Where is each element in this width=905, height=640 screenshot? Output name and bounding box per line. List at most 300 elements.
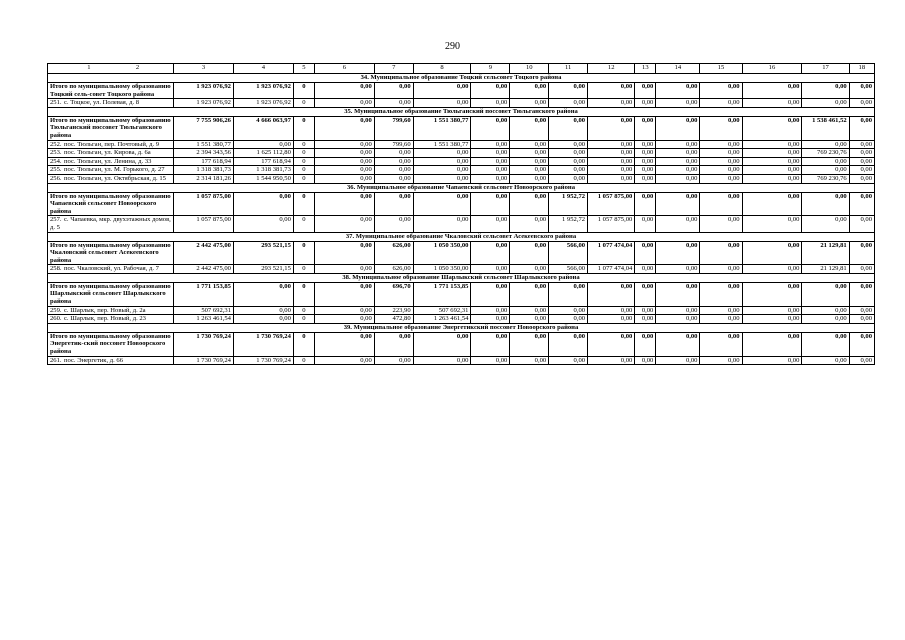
value-cell: 2 314 181,26: [174, 174, 234, 183]
value-cell: 1 730 769,24: [174, 332, 234, 356]
value-cell: 0,00: [700, 265, 742, 274]
value-cell: 0,00: [656, 149, 700, 158]
value-cell: 1 923 076,92: [233, 83, 293, 99]
value-cell: 0,00: [635, 356, 656, 365]
value-cell: 0: [293, 149, 314, 158]
value-cell: 0,00: [849, 216, 874, 232]
value-cell: 0,00: [849, 282, 874, 306]
total-row: [48, 192, 875, 216]
value-cell: 0,00: [849, 149, 874, 158]
value-cell: 1 318 381,73: [233, 166, 293, 175]
value-cell: 0,00: [742, 166, 802, 175]
section-header: [48, 74, 875, 83]
value-cell: 0,00: [374, 332, 413, 356]
value-cell: 0,00: [700, 216, 742, 232]
value-cell: 1 923 076,92: [174, 83, 234, 99]
value-cell: 0,00: [802, 157, 849, 166]
table-row: [48, 216, 875, 232]
value-cell: 1 057 875,00: [174, 216, 234, 232]
value-cell: 0,00: [742, 216, 802, 232]
value-cell: 0,00: [700, 356, 742, 365]
value-cell: 0,00: [635, 332, 656, 356]
value-cell: 0,00: [635, 241, 656, 265]
address-text: пос. Чкаловский, ул. Рабочая, д. 7: [64, 265, 159, 273]
value-cell: 0,00: [233, 216, 293, 232]
value-cell: 0,00: [471, 216, 510, 232]
value-cell: 0,00: [314, 192, 374, 216]
value-cell: 0,00: [374, 149, 413, 158]
value-cell: 0,00: [314, 332, 374, 356]
value-cell: 566,00: [549, 265, 588, 274]
total-label: Итого по муниципальному образованию Тюльганский поссовет Тюльганского района: [48, 116, 174, 140]
value-cell: 0,00: [635, 282, 656, 306]
value-cell: 0,00: [742, 241, 802, 265]
table-row: [48, 99, 875, 108]
address-text: с. Тоцкое, ул. Полевая, д. 8: [64, 99, 140, 107]
address-text: пос. Тюльган, пер. Почтовый, д. 9: [64, 140, 160, 148]
value-cell: 0: [293, 174, 314, 183]
total-row: [48, 332, 875, 356]
address-cell: [48, 306, 174, 315]
value-cell: 0,00: [656, 166, 700, 175]
value-cell: 0,00: [742, 83, 802, 99]
value-cell: 1 771 153,85: [174, 282, 234, 306]
value-cell: 0,00: [314, 157, 374, 166]
value-cell: 0,00: [374, 83, 413, 99]
value-cell: 0,00: [802, 140, 849, 149]
value-cell: 0,00: [742, 356, 802, 365]
total-row: [48, 241, 875, 265]
value-cell: 0,00: [314, 282, 374, 306]
value-cell: 0,00: [700, 174, 742, 183]
address-text: пос. Тюльган, ул. М. Горького, д. 27: [64, 166, 165, 174]
value-cell: 1 263 461,54: [174, 315, 234, 324]
value-cell: 0,00: [471, 332, 510, 356]
value-cell: 0,00: [588, 282, 635, 306]
value-cell: 0,00: [314, 265, 374, 274]
section-title: 38. Муниципальное образование Шарлыкский сельсовет Шарлыкского района: [48, 273, 875, 282]
value-cell: 769 230,76: [802, 149, 849, 158]
value-cell: 0,00: [656, 83, 700, 99]
value-cell: 1 923 076,92: [174, 99, 234, 108]
value-cell: 0,00: [802, 306, 849, 315]
value-cell: 0,00: [742, 315, 802, 324]
address-cell: [48, 174, 174, 183]
value-cell: 0,00: [588, 306, 635, 315]
value-cell: 0,00: [635, 157, 656, 166]
value-cell: 0,00: [849, 174, 874, 183]
value-cell: 2 442 475,00: [174, 265, 234, 274]
value-cell: 0,00: [374, 99, 413, 108]
value-cell: 0,00: [588, 99, 635, 108]
value-cell: 0,00: [549, 332, 588, 356]
value-cell: 0,00: [471, 166, 510, 175]
address-text: пос. Тюльган, ул. Ленина, д. 33: [64, 157, 152, 165]
value-cell: 0,00: [314, 99, 374, 108]
value-cell: 0,00: [314, 306, 374, 315]
value-cell: 0,00: [471, 83, 510, 99]
value-cell: 0,00: [549, 282, 588, 306]
value-cell: 0,00: [549, 174, 588, 183]
header-cell: [48, 64, 174, 74]
value-cell: 0,00: [802, 99, 849, 108]
value-cell: 566,00: [549, 241, 588, 265]
value-cell: 293 521,15: [233, 265, 293, 274]
value-cell: 1 551 380,77: [413, 140, 471, 149]
value-cell: 0,00: [510, 356, 549, 365]
address-cell: [48, 99, 174, 108]
value-cell: 0,00: [700, 99, 742, 108]
value-cell: 0,00: [549, 116, 588, 140]
header-cell: 13: [635, 64, 656, 74]
value-cell: 0,00: [510, 241, 549, 265]
value-cell: 0,00: [233, 140, 293, 149]
value-cell: 0: [293, 140, 314, 149]
row-number: 255.: [50, 166, 62, 174]
value-cell: 0: [293, 216, 314, 232]
value-cell: 0,00: [700, 149, 742, 158]
row-number: 253.: [50, 149, 62, 157]
table-row: [48, 149, 875, 158]
value-cell: 0,00: [510, 315, 549, 324]
value-cell: 0,00: [849, 306, 874, 315]
value-cell: 0,00: [635, 192, 656, 216]
value-cell: 507 692,31: [174, 306, 234, 315]
value-cell: 0: [293, 157, 314, 166]
table-row: [48, 306, 875, 315]
total-row: [48, 83, 875, 99]
value-cell: 0,00: [742, 192, 802, 216]
value-cell: 0,00: [656, 306, 700, 315]
value-cell: 0,00: [413, 216, 471, 232]
value-cell: 0,00: [635, 140, 656, 149]
header-cell: 4: [233, 64, 293, 74]
value-cell: 0,00: [510, 282, 549, 306]
value-cell: 0: [293, 265, 314, 274]
value-cell: 0,00: [510, 157, 549, 166]
section-header: [48, 273, 875, 282]
value-cell: 0,00: [413, 356, 471, 365]
address-cell: [48, 265, 174, 274]
value-cell: 293 521,15: [233, 241, 293, 265]
value-cell: 799,60: [374, 116, 413, 140]
value-cell: 0,00: [413, 174, 471, 183]
address-text: с. Чапаевка, мкр. двухэтажных домов, д. 5: [50, 216, 171, 231]
value-cell: 0,00: [314, 241, 374, 265]
value-cell: 0,00: [635, 315, 656, 324]
value-cell: 0,00: [635, 99, 656, 108]
value-cell: 507 692,31: [413, 306, 471, 315]
value-cell: 0,00: [656, 99, 700, 108]
table-row: [48, 356, 875, 365]
value-cell: 0,00: [635, 306, 656, 315]
value-cell: 0,00: [635, 216, 656, 232]
value-cell: 0,00: [588, 116, 635, 140]
table-row: [48, 157, 875, 166]
value-cell: 0,00: [635, 83, 656, 99]
total-label: Итого по муниципальному образованию Тоцкий сель-совет Тоцкого района: [48, 83, 174, 99]
value-cell: 21 129,81: [802, 265, 849, 274]
value-cell: 0,00: [510, 216, 549, 232]
value-cell: 0: [293, 282, 314, 306]
total-label: Итого по муниципальному образованию Чкаловский сельсовет Асекеевского района: [48, 241, 174, 265]
value-cell: 1 050 350,00: [413, 241, 471, 265]
section-title: 35. Муниципальное образование Тюльганский поссовет Тюльганского района: [48, 107, 875, 116]
value-cell: 0,00: [700, 192, 742, 216]
row-number: 260.: [50, 315, 62, 323]
value-cell: 0,00: [700, 332, 742, 356]
address-cell: [48, 166, 174, 175]
value-cell: 0,00: [700, 83, 742, 99]
value-cell: 0,00: [233, 282, 293, 306]
value-cell: 0,00: [588, 315, 635, 324]
value-cell: 0,00: [510, 174, 549, 183]
address-text: пос. Энергетик, д. 66: [64, 356, 124, 364]
value-cell: 0,00: [849, 315, 874, 324]
value-cell: 21 129,81: [802, 241, 849, 265]
header-row: [48, 64, 875, 74]
value-cell: 0,00: [413, 166, 471, 175]
value-cell: 0,00: [700, 315, 742, 324]
value-cell: 0,00: [635, 265, 656, 274]
section-header: [48, 232, 875, 241]
value-cell: 0: [293, 306, 314, 315]
value-cell: 0,00: [314, 356, 374, 365]
value-cell: 0,00: [656, 265, 700, 274]
value-cell: 0,00: [802, 282, 849, 306]
value-cell: 0,00: [742, 157, 802, 166]
header-cell: 8: [413, 64, 471, 74]
value-cell: 0,00: [742, 174, 802, 183]
value-cell: 0,00: [742, 332, 802, 356]
value-cell: 0,00: [656, 315, 700, 324]
value-cell: 0,00: [802, 216, 849, 232]
value-cell: 0,00: [656, 241, 700, 265]
value-cell: 0,00: [656, 174, 700, 183]
row-number: 254.: [50, 157, 62, 165]
value-cell: 0,00: [471, 140, 510, 149]
value-cell: 7 755 906,26: [174, 116, 234, 140]
row-number: 261.: [50, 356, 62, 364]
report-table: [47, 63, 875, 365]
value-cell: 1 730 769,24: [233, 332, 293, 356]
value-cell: 0,00: [413, 83, 471, 99]
value-cell: 0,00: [471, 116, 510, 140]
value-cell: 0,00: [549, 356, 588, 365]
value-cell: 0,00: [802, 356, 849, 365]
value-cell: 0,00: [549, 157, 588, 166]
value-cell: 0,00: [635, 116, 656, 140]
value-cell: 1 923 076,92: [233, 99, 293, 108]
value-cell: 799,60: [374, 140, 413, 149]
value-cell: 0,00: [233, 315, 293, 324]
value-cell: 1 730 769,24: [174, 356, 234, 365]
value-cell: 0,00: [413, 157, 471, 166]
value-cell: 0,00: [471, 174, 510, 183]
value-cell: 0,00: [471, 306, 510, 315]
value-cell: 0,00: [700, 241, 742, 265]
value-cell: 696,70: [374, 282, 413, 306]
value-cell: 223,90: [374, 306, 413, 315]
value-cell: 0,00: [510, 306, 549, 315]
value-cell: 0,00: [471, 192, 510, 216]
value-cell: 0,00: [849, 166, 874, 175]
value-cell: 1 318 381,73: [174, 166, 234, 175]
value-cell: 1 771 153,85: [413, 282, 471, 306]
address-text: с. Шарлык, пер. Новый, д. 23: [64, 315, 146, 323]
value-cell: 0,00: [849, 116, 874, 140]
address-text: пос. Тюльган, ул. Кирова, д. 6а: [64, 149, 151, 157]
value-cell: 0,00: [510, 166, 549, 175]
address-cell: [48, 356, 174, 365]
value-cell: 0,00: [656, 116, 700, 140]
value-cell: 0,00: [656, 140, 700, 149]
value-cell: 0,00: [510, 192, 549, 216]
value-cell: 0: [293, 166, 314, 175]
header-col-1: 1: [87, 64, 91, 71]
address-cell: [48, 315, 174, 324]
value-cell: 0,00: [849, 83, 874, 99]
address-cell: [48, 157, 174, 166]
value-cell: 0,00: [314, 83, 374, 99]
value-cell: 0,00: [549, 140, 588, 149]
header-col-2: 2: [135, 64, 140, 71]
value-cell: 1 625 112,80: [233, 149, 293, 158]
value-cell: 0,00: [233, 306, 293, 315]
value-cell: 0,00: [588, 174, 635, 183]
address-text: пос. Тюльган, ул. Октябрьская, д. 15: [64, 174, 166, 182]
value-cell: 1 057 875,00: [588, 216, 635, 232]
value-cell: 0,00: [233, 192, 293, 216]
value-cell: 0,00: [413, 99, 471, 108]
value-cell: 1 730 769,24: [233, 356, 293, 365]
value-cell: 0,00: [510, 83, 549, 99]
value-cell: 0,00: [471, 241, 510, 265]
address-cell: [48, 216, 174, 232]
total-row: [48, 282, 875, 306]
value-cell: 0,00: [700, 282, 742, 306]
value-cell: 0,00: [471, 315, 510, 324]
header-cell: 3: [174, 64, 234, 74]
value-cell: 0,00: [742, 265, 802, 274]
table-row: [48, 315, 875, 324]
value-cell: 0,00: [588, 166, 635, 175]
header-cell: 15: [700, 64, 742, 74]
value-cell: 0,00: [588, 149, 635, 158]
value-cell: 0: [293, 241, 314, 265]
value-cell: 0,00: [549, 306, 588, 315]
header-cell: 7: [374, 64, 413, 74]
value-cell: 0,00: [510, 265, 549, 274]
value-cell: 1 077 474,04: [588, 265, 635, 274]
value-cell: 0,00: [742, 99, 802, 108]
value-cell: 0,00: [471, 356, 510, 365]
section-title: 37. Муниципальное образование Чкаловский сельсовет Асекеевского района: [48, 232, 875, 241]
value-cell: 0,00: [656, 356, 700, 365]
value-cell: 0,00: [849, 99, 874, 108]
value-cell: 0,00: [549, 166, 588, 175]
value-cell: 0,00: [413, 149, 471, 158]
value-cell: 0,00: [849, 265, 874, 274]
value-cell: 0,00: [588, 332, 635, 356]
value-cell: 177 618,94: [233, 157, 293, 166]
value-cell: 0,00: [549, 149, 588, 158]
value-cell: 4 666 063,97: [233, 116, 293, 140]
value-cell: 0,00: [742, 116, 802, 140]
value-cell: 0: [293, 83, 314, 99]
header-cell: 10: [510, 64, 549, 74]
header-cell: 12: [588, 64, 635, 74]
value-cell: 0,00: [510, 140, 549, 149]
value-cell: 0,00: [374, 166, 413, 175]
table-row: [48, 174, 875, 183]
header-cell: 9: [471, 64, 510, 74]
value-cell: 0,00: [742, 140, 802, 149]
value-cell: 0,00: [635, 149, 656, 158]
value-cell: 1 551 380,77: [174, 140, 234, 149]
value-cell: 1 551 380,77: [413, 116, 471, 140]
value-cell: 0,00: [374, 174, 413, 183]
total-label: Итого по муниципальному образованию Энергетик-ский поссовет Новоорского района: [48, 332, 174, 356]
value-cell: 0,00: [700, 140, 742, 149]
value-cell: 0,00: [374, 356, 413, 365]
value-cell: 1 057 875,00: [588, 192, 635, 216]
value-cell: 0,00: [549, 83, 588, 99]
value-cell: 1 952,72: [549, 192, 588, 216]
section-header: [48, 183, 875, 192]
value-cell: 0,00: [588, 83, 635, 99]
address-cell: [48, 149, 174, 158]
value-cell: 0,00: [471, 149, 510, 158]
value-cell: 0,00: [849, 140, 874, 149]
value-cell: 0,00: [849, 241, 874, 265]
table-body: [48, 64, 875, 365]
value-cell: 0,00: [849, 157, 874, 166]
header-cell: 11: [549, 64, 588, 74]
value-cell: 0,00: [314, 216, 374, 232]
value-cell: 0,00: [742, 282, 802, 306]
value-cell: 1 050 350,00: [413, 265, 471, 274]
value-cell: 0,00: [471, 265, 510, 274]
value-cell: 0,00: [849, 192, 874, 216]
value-cell: 1 263 461,54: [413, 315, 471, 324]
value-cell: 0,00: [849, 356, 874, 365]
value-cell: 0,00: [802, 83, 849, 99]
value-cell: 0,00: [549, 315, 588, 324]
value-cell: 472,80: [374, 315, 413, 324]
header-cell: 6: [314, 64, 374, 74]
value-cell: 0,00: [635, 174, 656, 183]
value-cell: 0,00: [588, 140, 635, 149]
value-cell: 0,00: [742, 306, 802, 315]
value-cell: 0,00: [314, 315, 374, 324]
header-cell: 16: [742, 64, 802, 74]
value-cell: 2 394 343,56: [174, 149, 234, 158]
value-cell: 0,00: [802, 166, 849, 175]
value-cell: 0,00: [314, 149, 374, 158]
value-cell: 0,00: [471, 99, 510, 108]
value-cell: 0: [293, 315, 314, 324]
value-cell: 0,00: [413, 332, 471, 356]
value-cell: 0,00: [656, 282, 700, 306]
value-cell: 0,00: [849, 332, 874, 356]
value-cell: 0,00: [700, 157, 742, 166]
value-cell: 0,00: [314, 116, 374, 140]
address-text: с. Шарлык, пер. Новый, д. 2а: [64, 306, 146, 314]
total-label: Итого по муниципальному образованию Шарлыкский сельсовет Шарлыкского района: [48, 282, 174, 306]
section-title: 39. Муниципальное образование Энергетикский поссовет Новоорского района: [48, 323, 875, 332]
row-number: 252.: [50, 140, 62, 148]
